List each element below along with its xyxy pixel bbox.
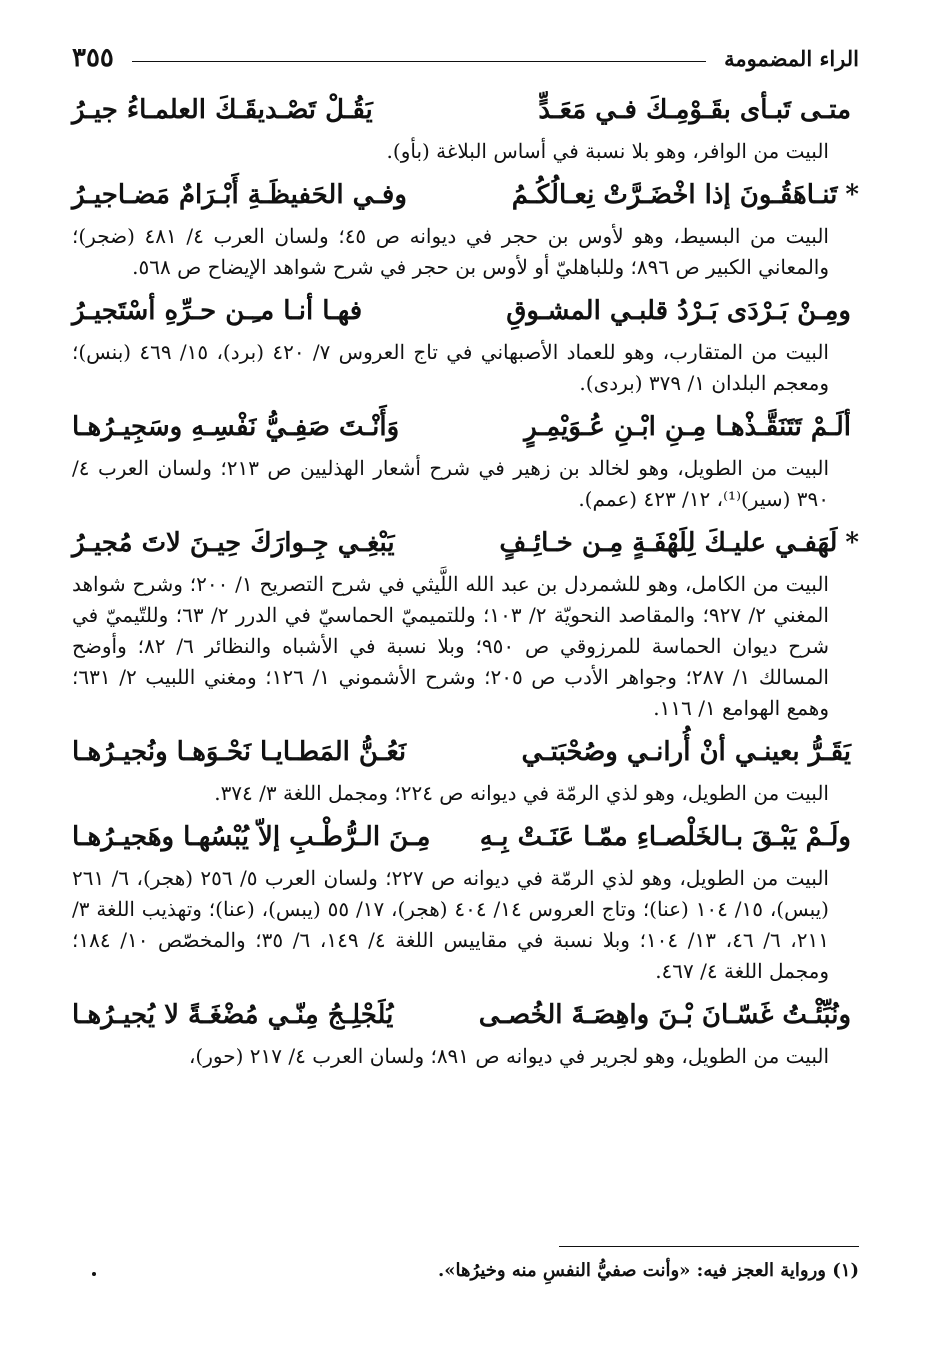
- first-hemistich: [538, 95, 859, 125]
- footnote-divider: [559, 1246, 859, 1247]
- first-hemistich: [499, 528, 859, 558]
- first-hemistich: [521, 737, 859, 767]
- verse-note: البيت من الطويل، وهو لذي الرمّة في ديوانه ص ٢٢٧؛ ولسان العرب ٥/ ٢٥٦ (هجر)، ٦/ ٢٦١ (يبس)، ١٥/ ١٠٤ (عنا)؛ وتاج العروس ١٤/ ٤٠٤ (هجر)، ١٧/ ٥٥ (يبس)، (عنا)؛ وتهذيب اللغة ٣/ ٢١١، ٦/ ٤٦، ١٣/ ١٠٤؛ وبلا نسبة في مقاييس اللغة ٤/ ١٤٩، ٦/ ٣٥؛ والمخصّص ١٠/ ١٨٤؛ ومجمل اللغة ٤/ ٤٦٧.: [72, 866, 829, 983]
- first-hemistich-text: تَنـاهَقُـونَ إذا اخْضَـرَّتْ نِعـالُكُـمُ: [511, 180, 838, 210]
- first-hemistich: [524, 412, 859, 442]
- first-hemistich: [512, 180, 859, 210]
- second-hemistich: يَقُـلْ تَصْـديقَـكَ العلمـاءُ جيـرُ: [72, 95, 373, 125]
- verse-entry: [72, 88, 859, 167]
- verse-entry: [72, 521, 859, 724]
- verse-note: البيت من الطويل، وهو لخالد بن زهير في شرح أشعار الهذليين ص ٢١٣؛ ولسان العرب ٤/ ٣٩٠ (سير)⁽¹⁾، ١٢/ ٤٢٣ (عمم).: [72, 456, 830, 511]
- second-hemistich: فهـا أنـا مـِـن حـرِّهِ أسْتَجيـرُ: [72, 296, 363, 326]
- first-hemistich-text: ومِـنْ بَـرْدَى بَـرْدُ قلبـي المشـوقِ: [506, 296, 851, 326]
- first-hemistich-text: لَهَفـي عليـكَ لِلَهْفَـةٍ مِـن خـائِـفٍ: [499, 528, 838, 558]
- verse-entry: [72, 730, 859, 809]
- verse-entry: [72, 173, 859, 283]
- first-hemistich: [480, 822, 859, 852]
- second-hemistich: وَأَنْـتَ صَفِـيُّ نَفْسِـهِ وسَجِيـرُهـا: [72, 412, 400, 442]
- verse-line: [72, 993, 859, 1037]
- second-hemistich: مِـنَ الـرُّطْـبِ إلاّ يُبْسُهـا وهَجيـرُهـا: [72, 822, 431, 852]
- verse-line: [72, 173, 859, 217]
- first-hemistich-text: ألَـمْ تَتَنَقَّـذْهـا مِـنِ ابْـنِ عُـوَيْمِـرٍ: [524, 412, 851, 442]
- verse-note: البيت من الكامل، وهو للشمردل بن عبد الله اللَّيثي في شرح التصريح ١/ ٢٠٠؛ وشرح شواهد المغني ٢/ ٩٢٧؛ والمقاصد النحويّة ٢/ ١٠٣؛ وللتميميّ الحماسيّ في الدرر ٢/ ٦٣؛ وللتّيميّ في شرح ديوان الحماسة للمرزوقي ص ٩٥٠؛ وبلا نسبة في الأشباه والنظائر ٦/ ٨٢؛ وأوضح المسالك ١/ ٢٨٧؛ وجواهر الأدب ص ٢٠٥؛ وشرح الأشموني ١/ ١٢٦؛ ومغني اللبيب ٢/ ٦٣١؛ وهمع الهوامع ١/ ١١٦.: [72, 572, 829, 720]
- verse-entry: [72, 815, 859, 987]
- verse-line: [72, 815, 859, 859]
- first-hemistich-text: يَقَـرُّ بعينـي أنْ أُرانـي وصُحْبَتـي: [521, 737, 851, 767]
- star-marker: *: [845, 528, 859, 558]
- first-hemistich-text: متـى تَبـأى بقَـوْمِـكَ فـي مَعَـدٍّ: [538, 95, 851, 125]
- page-body: [72, 88, 859, 1078]
- header-rule: [132, 61, 706, 62]
- verse-line: [72, 289, 859, 333]
- second-hemistich: يُلَجْلِـجُ مِنّـي مُضْغَـةً لا يُجيـرُهـا: [72, 1000, 394, 1030]
- verse-line: [72, 521, 859, 565]
- first-hemistich: [506, 296, 859, 326]
- verse-line: [72, 730, 859, 774]
- verse-note: البيت من الوافر، وهو بلا نسبة في أساس البلاغة (بأو).: [386, 139, 829, 163]
- verse-entry: [72, 289, 859, 399]
- page-number: ٣٥٥: [72, 43, 114, 73]
- first-hemistich-text: ولَـمْ يَبْـقَ بـالخَلْصـاءِ ممّـا عَنَـتْ بِـهِ: [479, 822, 851, 852]
- star-marker: *: [845, 180, 859, 210]
- print-speck: [92, 1272, 96, 1276]
- verse-note: البيت من البسيط، وهو لأوس بن حجر في ديوانه ص ٤٥؛ ولسان العرب ٤/ ٤٨١ (ضجر)؛ والمعاني الكبير ص ٨٩٦؛ وللباهليّ أو لأوس بن حجر في شرح شواهد الإيضاح ص ٥٦٨.: [72, 224, 829, 279]
- first-hemistich: [479, 1000, 859, 1030]
- page-header: [72, 40, 859, 76]
- second-hemistich: وفـي الحَفيظَـةِ أَبْـرَامٌ مَضـاجيـرُ: [72, 180, 407, 210]
- first-hemistich-text: ونُبِّئْـتُ غَسّـانَ بْـنَ واهِصَـةَ الخُصـى: [478, 1000, 851, 1030]
- verse-note: البيت من الطويل، وهو لذي الرمّة في ديوانه ص ٢٢٤؛ ومجمل اللغة ٣/ ٣٧٤.: [214, 781, 829, 805]
- section-title: الراء المضمومة: [724, 45, 859, 71]
- verse-line: [72, 88, 859, 132]
- second-hemistich: يَبْغِـي جِـوارَكَ حِيـنَ لاتَ مُجيـرُ: [72, 528, 395, 558]
- verse-entry: [72, 993, 859, 1072]
- verse-line: [72, 405, 859, 449]
- verse-note: البيت من المتقارب، وهو للعماد الأصبهاني في تاج العروس ٧/ ٤٢٠ (برد)، ١٥/ ٤٦٩ (بنس)؛ ومعجم البلدان ١/ ٣٧٩ (بردى).: [72, 340, 829, 395]
- verse-note: البيت من الطويل، وهو لجرير في ديوانه ص ٨٩١؛ ولسان العرب ٤/ ٢١٧ (حور)،: [188, 1044, 829, 1068]
- second-hemistich: نَعُـنُّ المَطـايـا نَحْـوَهـا ونُجيـرُهـا: [72, 737, 407, 767]
- footnote: (١) ورواية العجز فيه: «وأنت صفيُّ النفسِ منه وخيرُها».: [437, 1260, 859, 1281]
- verse-entry: [72, 405, 859, 515]
